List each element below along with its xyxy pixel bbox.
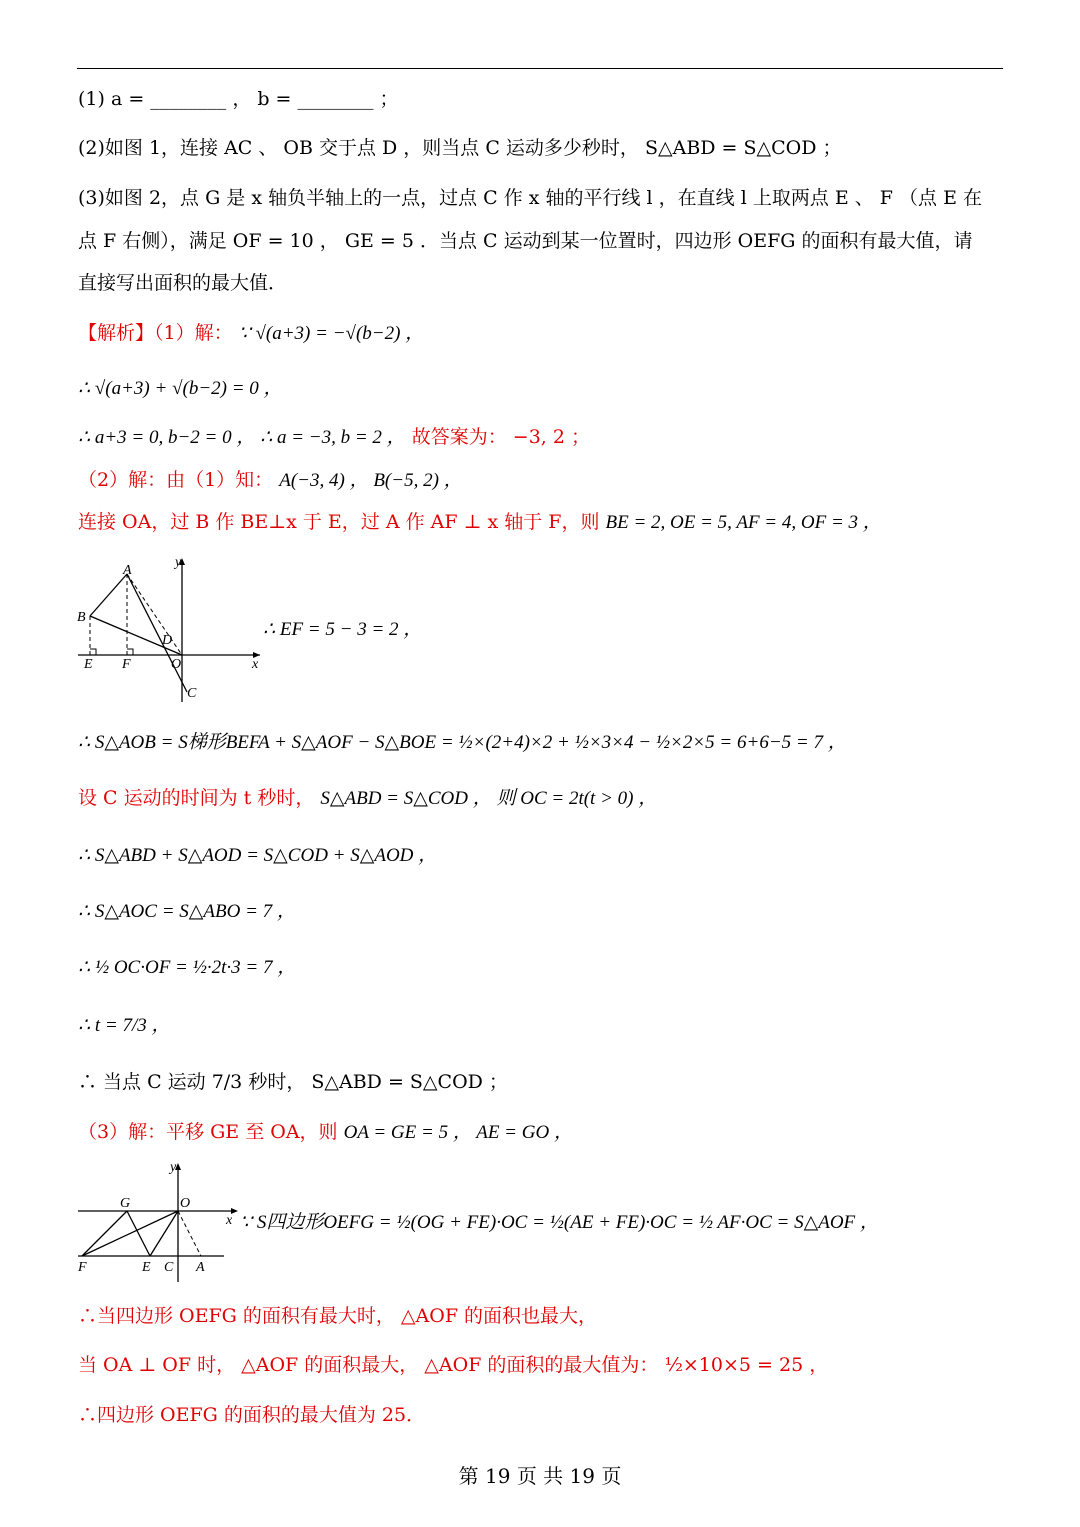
figure-2	[74, 1157, 244, 1287]
step-5: ∴ S△AOB = S梯形BEFA + S△AOF − S△BOE = ½×(2+4)×2 + ½×3×4 − ½×2×5 = 6+6−5 = 7 ，	[78, 732, 847, 753]
fig1-right-angle-f	[127, 649, 133, 655]
fig1-equation	[263, 616, 422, 643]
step-12-math: OA = GE = 5 ， AE = GO ，	[343, 1122, 573, 1143]
step-6	[78, 785, 657, 812]
step-6-text: 设 C 运动的时间为 t 秒时，	[78, 787, 315, 809]
solution-label: 【解析】（1）解：	[78, 322, 233, 344]
fig2-label-x: x	[226, 1213, 233, 1228]
question-2: (2)如图 1，连接 AC 、 OB 交于点 D ，则当点 C 运动多少秒时， S△ABD = S△COD ；	[78, 137, 842, 159]
page-footer: 第 19 页 共 19 页	[458, 1464, 622, 1488]
fig1-label-b: B	[77, 610, 86, 625]
fig2-label-e: E	[142, 1260, 151, 1275]
step-7: ∴ S△ABD + S△AOD = S△COD + S△AOD ，	[78, 845, 438, 866]
step-12-text: （3）解：平移 GE 至 OA，则	[78, 1121, 338, 1143]
fig1-label-x: x	[252, 657, 259, 672]
step-1: ∴ √(a+3) + √(b−2) = 0 ，	[78, 378, 283, 399]
figure-1	[74, 552, 264, 707]
step-4-math: BE = 2, OE = 5, AF = 4, OF = 3 ，	[605, 512, 882, 533]
step-2	[78, 424, 590, 451]
solution-given: ∵ √(a+3) = −√(b−2) ，	[238, 323, 425, 344]
fig1-label-c: C	[187, 686, 197, 701]
step-3-coords: A(−3, 4) ， B(−5, 2) ，	[279, 470, 463, 491]
step-6-math: S△ABD = S△COD ， 则 OC = 2t(t > 0) ，	[320, 788, 658, 809]
fig1-segment-ac	[127, 574, 187, 692]
fig1-label-f: F	[122, 657, 131, 672]
step-8: ∴ S△AOC = S△ABO = 7 ，	[78, 901, 296, 922]
fig2-segment-gf	[82, 1211, 127, 1256]
fig2-label-y: y	[170, 1160, 177, 1175]
question-3-line-2: 点 F 右侧），满足 OF = 10 ， GE = 5 ．当点 C 运动到某一位置时，四边形 OEFG 的面积有最大值，请	[78, 230, 973, 252]
step-11: ∴ 当点 C 运动 7/3 秒时， S△ABD = S△COD ；	[78, 1071, 508, 1093]
step-3	[78, 467, 463, 494]
step-3-label: （2）解：由（1）知：	[78, 469, 274, 491]
fig1-equation-text: ∴ EF = 5 − 3 = 2 ，	[263, 619, 423, 640]
fig1-right-angle-e	[90, 649, 96, 655]
step-9: ∴ ½ OC·OF = ½·2t·3 = 7 ，	[78, 957, 297, 978]
fig2-label-o: O	[180, 1196, 191, 1211]
step-4-text: 连接 OA，过 B 作 BE⊥x 于 E，过 A 作 AF ⊥ x 轴于 F，则	[78, 511, 600, 533]
fig2-segment-oa	[178, 1211, 201, 1256]
fig1-label-e: E	[84, 657, 93, 672]
fig2-label-g: G	[120, 1196, 131, 1211]
step-12	[78, 1119, 573, 1146]
step-2-math: ∴ a+3 = 0, b−2 = 0 ， ∴ a = −3, b = 2 ，	[78, 427, 406, 448]
step-4	[78, 509, 882, 536]
step-10: ∴ t = 7/3 ，	[78, 1015, 171, 1036]
fig1-label-o: O	[171, 657, 182, 672]
step-2-answer: 故答案为： −3, 2 ；	[411, 426, 590, 448]
question-1: (1) a = ________ ， b = ________ ；	[78, 88, 399, 110]
fig2-label-c: C	[164, 1260, 174, 1275]
fig1-label-y: y	[175, 555, 182, 570]
fig1-segment-ab	[90, 574, 127, 616]
fig1-label-d: D	[162, 633, 173, 648]
header-rule	[77, 68, 1003, 69]
step-14: 当 OA ⊥ OF 时， △AOF 的面积最大， △AOF 的面积的最大值为： ½×10×5 = 25 ，	[78, 1354, 829, 1376]
step-15: ∴四边形 OEFG 的面积的最大值为 25．	[78, 1404, 426, 1426]
solution-heading	[78, 320, 424, 347]
step-13: ∴当四边形 OEFG 的面积有最大时， △AOF 的面积也最大，	[78, 1305, 598, 1327]
question-3-line-1: (3)如图 2，点 G 是 x 轴负半轴上的一点，过点 C 作 x 轴的平行线 l ，在直线 l 上取两点 E 、 F （点 E 在	[78, 187, 982, 209]
fig2-label-f: F	[78, 1260, 87, 1275]
fig1-label-a: A	[123, 563, 132, 578]
fig2-label-a: A	[196, 1260, 205, 1275]
question-3-line-3: 直接写出面积的最大值．	[78, 272, 288, 294]
fig2-equation: ∵ S四边形OEFG = ½(OG + FE)·OC = ½(AE + FE)·OC = ½ AF·OC = S△AOF ，	[240, 1212, 879, 1233]
